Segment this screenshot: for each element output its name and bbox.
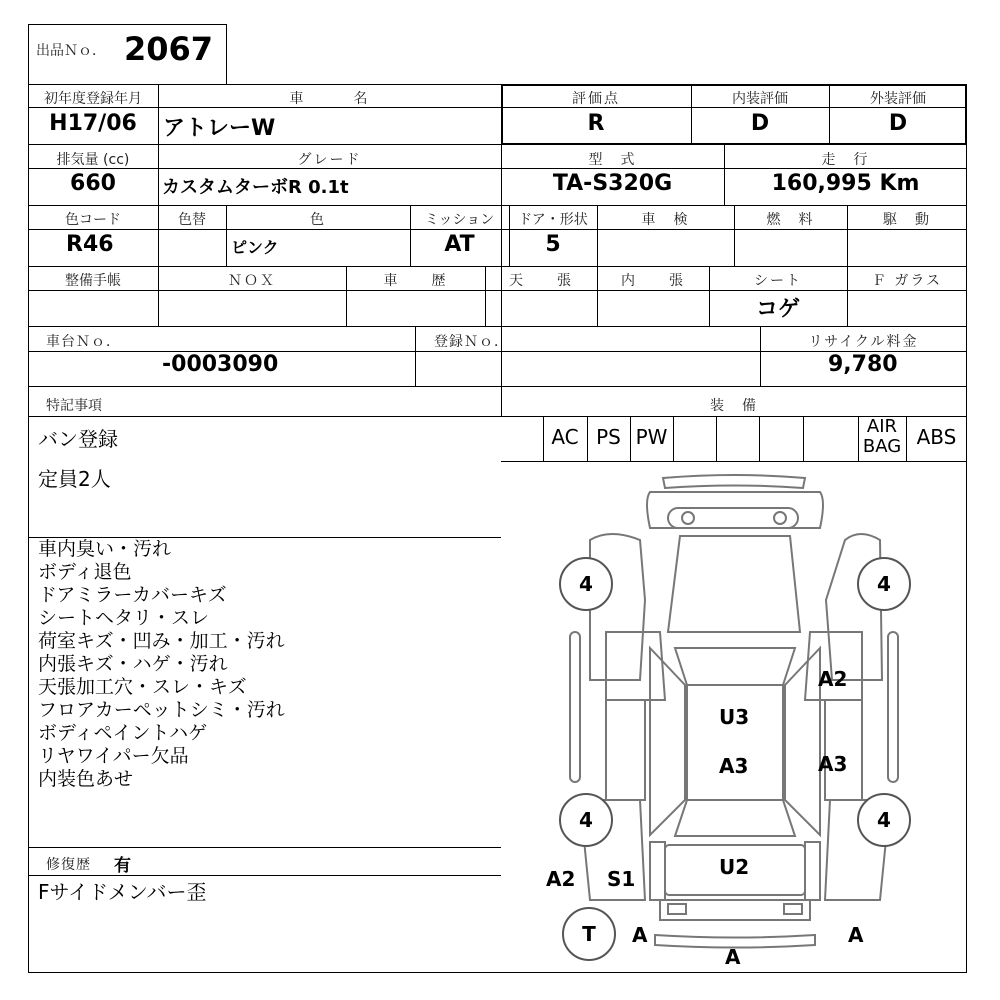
detail-note: 天張加工穴・スレ・キズ	[38, 676, 247, 698]
color-label: 色	[310, 212, 326, 228]
damage-mark: A2	[818, 667, 848, 691]
equip-ps: PS	[596, 425, 621, 449]
equip-line	[803, 416, 804, 461]
car-name-label: 車 名	[289, 91, 370, 107]
car-name-value: アトレーW	[163, 116, 276, 141]
row-line	[28, 229, 967, 230]
detail-note: シートヘタリ・スレ	[38, 607, 210, 629]
detail-note: ドアミラーカバーキズ	[38, 584, 227, 606]
equip-airbag: AIR BAG	[862, 416, 902, 457]
color-value: ピンク	[231, 238, 279, 257]
tire-front-right: 4	[857, 557, 911, 611]
detail-notes	[38, 538, 285, 791]
seat-value: コゲ	[755, 297, 800, 322]
recycle-value: 9,780	[828, 352, 898, 377]
displacement-label: 排気量 (cc)	[56, 152, 130, 168]
damage-mark: U2	[719, 855, 750, 879]
history-label: 車 歴	[383, 273, 448, 289]
damage-mark: U3	[719, 705, 750, 729]
notes-label: 特記事項	[46, 398, 102, 414]
row-line	[28, 266, 967, 267]
equip-line	[759, 416, 760, 461]
detail-note: ボディ退色	[38, 561, 132, 583]
row-line	[28, 205, 967, 206]
registration-label: 登録Ｎｏ．	[434, 334, 509, 350]
year-value: H17/06	[49, 111, 137, 136]
mission-label: ミッション	[424, 212, 495, 228]
row-line	[28, 326, 967, 327]
detail-note: 車内臭い・汚れ	[38, 538, 172, 560]
damage-mark: A2	[546, 867, 576, 891]
interior-value: D	[750, 111, 770, 136]
color-code-label: 色コード	[65, 212, 121, 228]
special-note: バン登録	[38, 427, 118, 451]
row-line	[28, 290, 967, 291]
color-change-label: 色替	[178, 212, 206, 228]
chassis-label: 車台Ｎｏ．	[46, 334, 121, 350]
model-label: 型 式	[588, 152, 637, 168]
equip-abs: ABS	[916, 425, 957, 449]
damage-mark: S1	[607, 867, 636, 891]
grade-label: グレード	[297, 152, 362, 168]
equip-pw: PW	[635, 425, 668, 449]
chassis-value: -0003090	[162, 352, 279, 377]
score-label: 評価点	[572, 91, 620, 107]
damage-mark: A	[725, 945, 741, 969]
interior-label: 内装評価	[732, 91, 788, 107]
special-note: 定員2人	[38, 467, 111, 491]
fuel-label: 燃 料	[766, 212, 815, 228]
inner-label: 内 張	[621, 273, 685, 289]
row-line	[28, 416, 967, 417]
damage-mark: A3	[719, 754, 749, 778]
glass-label: Ｆ ガラス	[871, 273, 943, 289]
displacement-value: 660	[70, 171, 116, 196]
lot-number-label: 出品Ｎｏ．	[36, 43, 106, 59]
ceiling-label: 天 張	[509, 273, 573, 289]
exterior-label: 外装評価	[870, 91, 926, 107]
door-value: 5	[545, 232, 561, 257]
detail-note: 内装色あせ	[38, 768, 134, 790]
drive-label: 駆 動	[883, 212, 931, 228]
damage-mark: A	[632, 923, 648, 947]
detail-note: ボディペイントハゲ	[38, 722, 208, 744]
tire-rear-left: 4	[559, 793, 613, 847]
tire-rear-right: 4	[857, 793, 911, 847]
inspection-label: 車 検	[641, 212, 690, 228]
score-value: R	[587, 111, 605, 136]
detail-note: 荷室キズ・凹み・加工・汚れ	[38, 630, 285, 652]
seat-label: シート	[754, 273, 802, 289]
row-line	[28, 386, 967, 387]
color-code-value: R46	[66, 232, 114, 257]
equip-line	[716, 416, 717, 461]
door-label: ドア・形状	[518, 212, 588, 228]
equipment-label: 装 備	[710, 398, 758, 414]
mileage-label: 走 行	[821, 152, 870, 168]
year-label: 初年度登録年月	[44, 91, 142, 107]
tire-front-left: 4	[559, 557, 613, 611]
lot-number-value: 2067	[124, 30, 214, 68]
repair-history-label: 修復歴	[46, 857, 91, 873]
model-value: TA-S320G	[552, 171, 673, 196]
exterior-value: D	[888, 111, 908, 136]
recycle-label: リサイクル料金	[808, 334, 919, 350]
tire-spare: T	[562, 907, 616, 961]
maintenance-label: 整備手帳	[65, 273, 121, 289]
damage-mark: A	[848, 923, 864, 947]
nox-label: ＮＯＸ	[228, 273, 276, 289]
col-line	[415, 326, 416, 387]
equip-line	[673, 416, 674, 461]
damage-mark: A3	[818, 752, 848, 776]
mileage-value: 160,995 Km	[771, 171, 920, 196]
grade-value: カスタムターボR 0.1t	[162, 177, 349, 198]
detail-note: リヤワイパー欠品	[38, 745, 189, 767]
detail-note: 内張キズ・ハゲ・汚れ	[38, 653, 228, 675]
repair-detail: Fサイドメンバー歪	[38, 880, 207, 904]
equip-ac: AC	[551, 425, 579, 449]
repair-history-value: 有	[114, 856, 131, 876]
detail-note: フロアカーペットシミ・汚れ	[38, 699, 285, 721]
row-line	[28, 847, 501, 848]
mission-value: AT	[444, 232, 475, 257]
